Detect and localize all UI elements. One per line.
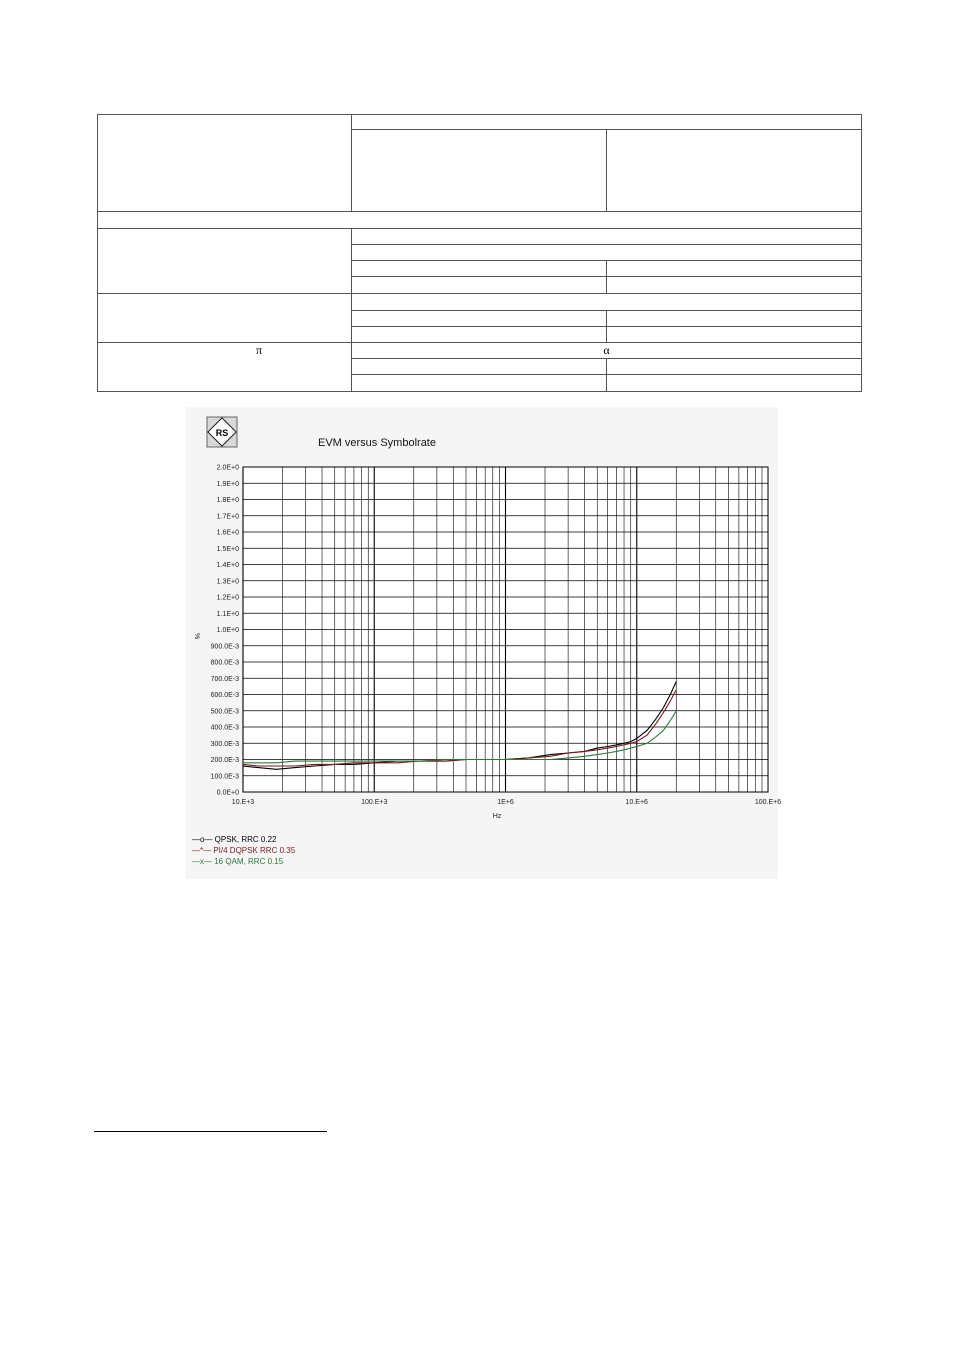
table-cell	[352, 375, 607, 392]
y-tick-label: 100.0E-3	[210, 773, 239, 781]
y-tick-label: 1.9E+0	[216, 480, 239, 488]
x-tick-label: 1E+6	[497, 799, 514, 806]
x-tick-label: 10.E+6	[625, 799, 648, 806]
table-cell	[98, 294, 352, 343]
table-cell	[607, 277, 862, 294]
table-cell	[607, 130, 862, 212]
y-tick-label: 1.3E+0	[216, 578, 239, 586]
spec-table	[97, 114, 862, 392]
footnote-separator	[94, 1131, 327, 1132]
table-cell-pi	[98, 343, 352, 392]
table-cell	[607, 311, 862, 327]
logo-icon	[207, 417, 237, 447]
table-cell	[607, 261, 862, 277]
y-tick-label: 700.0E-3	[210, 675, 239, 683]
table-cell	[352, 261, 607, 277]
y-tick-label: 1.1E+0	[216, 610, 239, 618]
y-tick-label: 1.5E+0	[216, 545, 239, 553]
y-tick-label: 200.0E-3	[210, 757, 239, 764]
table-cell	[98, 115, 352, 212]
table-cell	[352, 115, 862, 130]
y-tick-label: 1.2E+0	[216, 594, 239, 602]
table-cell-alpha	[352, 343, 862, 359]
table-cell	[607, 375, 862, 392]
table-cell	[607, 359, 862, 375]
legend-entry-3: —x— 16 QAM, RRC 0.15	[192, 857, 284, 866]
legend-entry-1: —o— QPSK, RRC 0.22	[192, 835, 277, 844]
y-tick-label: 800.0E-3	[210, 659, 239, 667]
y-tick-label: 600.0E-3	[210, 692, 239, 699]
table-cell	[352, 327, 607, 343]
table-cell	[352, 277, 607, 294]
evm-chart-figure	[186, 407, 782, 879]
y-tick-label: 400.0E-3	[210, 724, 239, 732]
x-tick-label: 10.E+3	[231, 799, 255, 806]
alpha-symbol: α	[603, 343, 610, 357]
table-cell	[352, 294, 862, 311]
legend-entry-2: —*— PI/4 DQPSK RRC 0.35	[192, 846, 296, 855]
table-cell	[352, 229, 862, 245]
table-cell	[352, 130, 607, 212]
y-axis-label: %	[193, 633, 200, 640]
pi-symbol: π	[256, 343, 263, 357]
evm-chart	[186, 407, 782, 879]
y-tick-label: 900.0E-3	[210, 643, 239, 651]
y-tick-label: 1.6E+0	[216, 529, 239, 537]
table-cell	[607, 327, 862, 343]
table-cell	[352, 311, 607, 327]
x-axis-label: Hz	[492, 813, 502, 820]
x-tick-label: 100.E+6	[754, 799, 782, 806]
plot-area	[211, 465, 782, 807]
y-tick-label: 2.0E+0	[216, 464, 239, 472]
table-cell	[352, 245, 862, 261]
y-tick-label: 1.7E+0	[216, 513, 239, 521]
chart-title: EVM versus Symbolrate	[318, 437, 436, 449]
y-tick-label: 300.0E-3	[210, 740, 239, 748]
x-tick-label: 100.E+3	[361, 799, 388, 806]
y-tick-label: 500.0E-3	[210, 708, 239, 716]
table-cell	[352, 359, 607, 375]
table-cell	[98, 212, 862, 229]
y-tick-label: 1.4E+0	[216, 562, 239, 569]
y-tick-label: 1.0E+0	[216, 627, 239, 634]
logo-text: RS	[215, 428, 229, 438]
y-tick-label: 0.0E+0	[216, 789, 239, 797]
y-tick-label: 1.8E+0	[216, 497, 239, 504]
table-cell	[98, 229, 352, 294]
